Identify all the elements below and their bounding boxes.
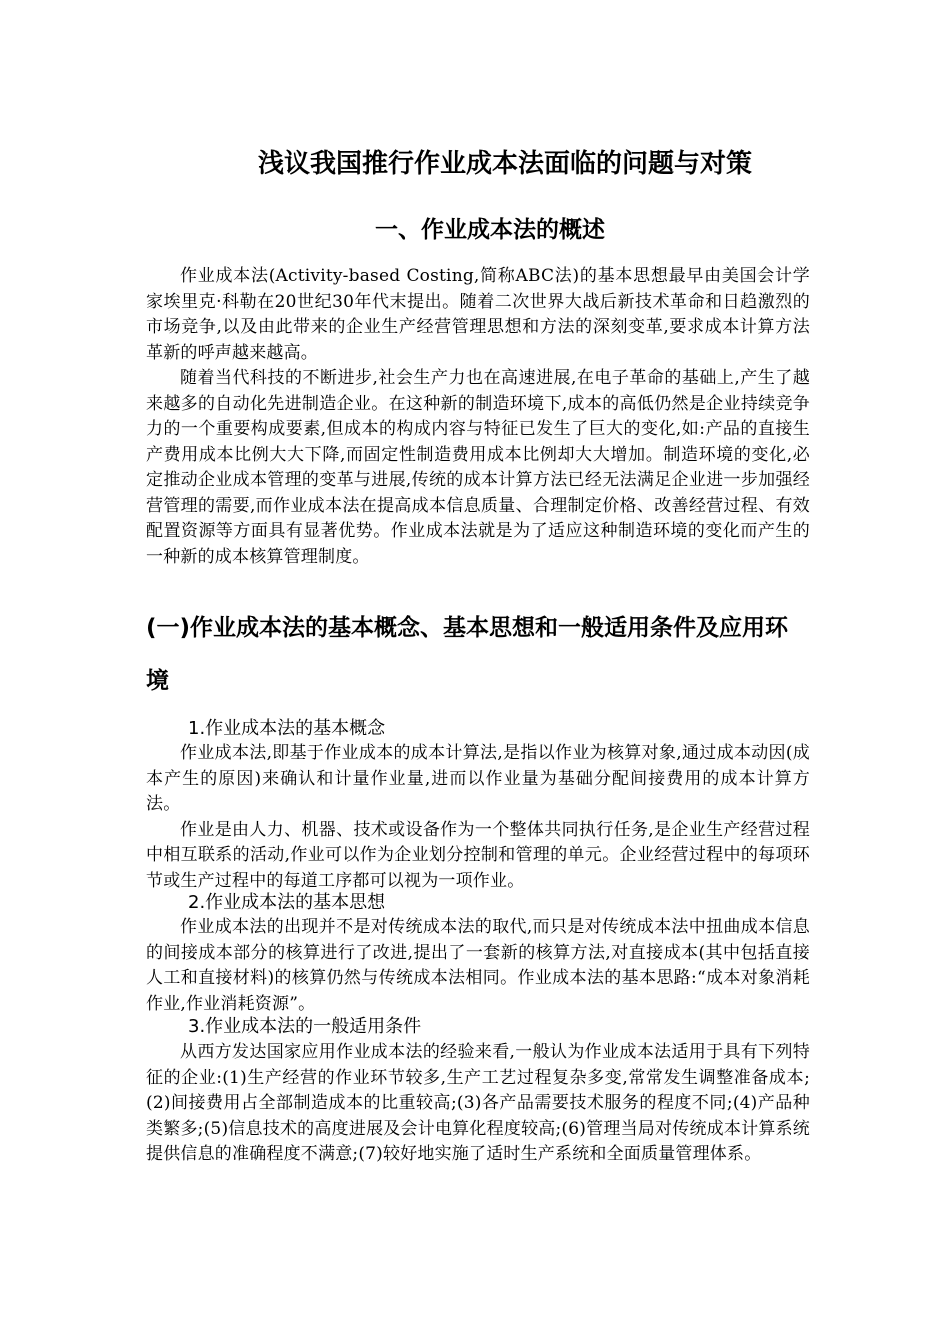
applicable-conditions-body [146,1040,810,1168]
paragraph: 随着当代科技的不断进步,社会生产力也在高速进展,在电子革命的基础上,产生了越来越多的自动化先进制造企业。在这种新的制造环境下,成本的高低仍然是企业持续竞争力的一个重要构成要素,但成本的构成内容与特征已发生了巨大的变化,如:产品的直接生产费用成本比例大大下降,而固定性制造费用成本比例却大大增加。制造环境的变化,必定推动企业成本管理的变革与进展,传统的成本计算方法已经无法满足企业进一步加强经营管理的需要,而作业成本法在提高成本信息质量、合理制定价格、改善经营过程、有效配置资源等方面具有显著优势。作业成本法就是为了适应这种制造环境的变化而产生的一种新的成本核算管理制度。 [146,368,810,567]
section-overview-body [146,264,810,570]
paragraph: 从西方发达国家应用作业成本法的经验来看,一般认为作业成本法适用于具有下列特征的企业:(1)生产经营的作业环节较多,生产工艺过程复杂多变,常常发生调整准备成本;(2)间接费用占全部制造成本的比重较高;(3)各产品需要技术服务的程度不同;(4)产品种类繁多;(5)信息技术的高度进展及会计电算化程度较高;(6)管理当局对传统成本计算系统提供信息的准确程度不满意;(7)较好地实施了适时生产系统和全面质量管理体系。 [146,1042,810,1164]
paragraph: 作业成本法(Activity-based Costing,简称ABC法)的基本思想最早由美国会计学家埃里克·科勒在20世纪30年代末提出。随着二次世界大战后新技术革命和日趋激烈的市场竞争,以及由此带来的企业生产经营管理思想和方法的深刻变革,要求成本计算方法革新的呼声越来越高。 [146,266,810,363]
subheading-basic-concept: 1.作业成本法的基本概念 [188,718,386,739]
subheading-applicable-conditions: 3.作业成本法的一般适用条件 [188,1016,422,1037]
section-heading-overview: 一、作业成本法的概述 [375,217,605,243]
paragraph: 作业成本法,即基于作业成本的成本计算法,是指以作业为核算对象,通过成本动因(成本产生的原因)来确认和计量作业量,进而以作业量为基础分配间接费用的成本计算方法。 [146,743,810,814]
paragraph: 作业成本法的出现并不是对传统成本法的取代,而只是对传统成本法中扭曲成本信息的间接成本部分的核算进行了改进,提出了一套新的核算方法,对直接成本(其中包括直接人工和直接材料)的核算仍然与传统成本法相同。作业成本法的基本思路:“成本对象消耗作业,作业消耗资源”。 [146,917,810,1014]
document-title: 浅议我国推行作业成本法面临的问题与对策 [257,149,752,179]
subsection-heading-basics: (一)作业成本法的基本概念、基本思想和一般适用条件及应用环境 [146,615,789,694]
basic-concept-body [146,741,810,894]
subheading-basic-idea: 2.作业成本法的基本思想 [188,892,386,913]
basic-idea-body [146,915,810,1017]
paragraph: 作业是由人力、机器、技术或设备作为一个整体共同执行任务,是企业生产经营过程中相互联系的活动,作业可以作为企业划分控制和管理的单元。企业经营过程中的每项环节或生产过程中的每道工序都可以视为一项作业。 [146,819,810,891]
